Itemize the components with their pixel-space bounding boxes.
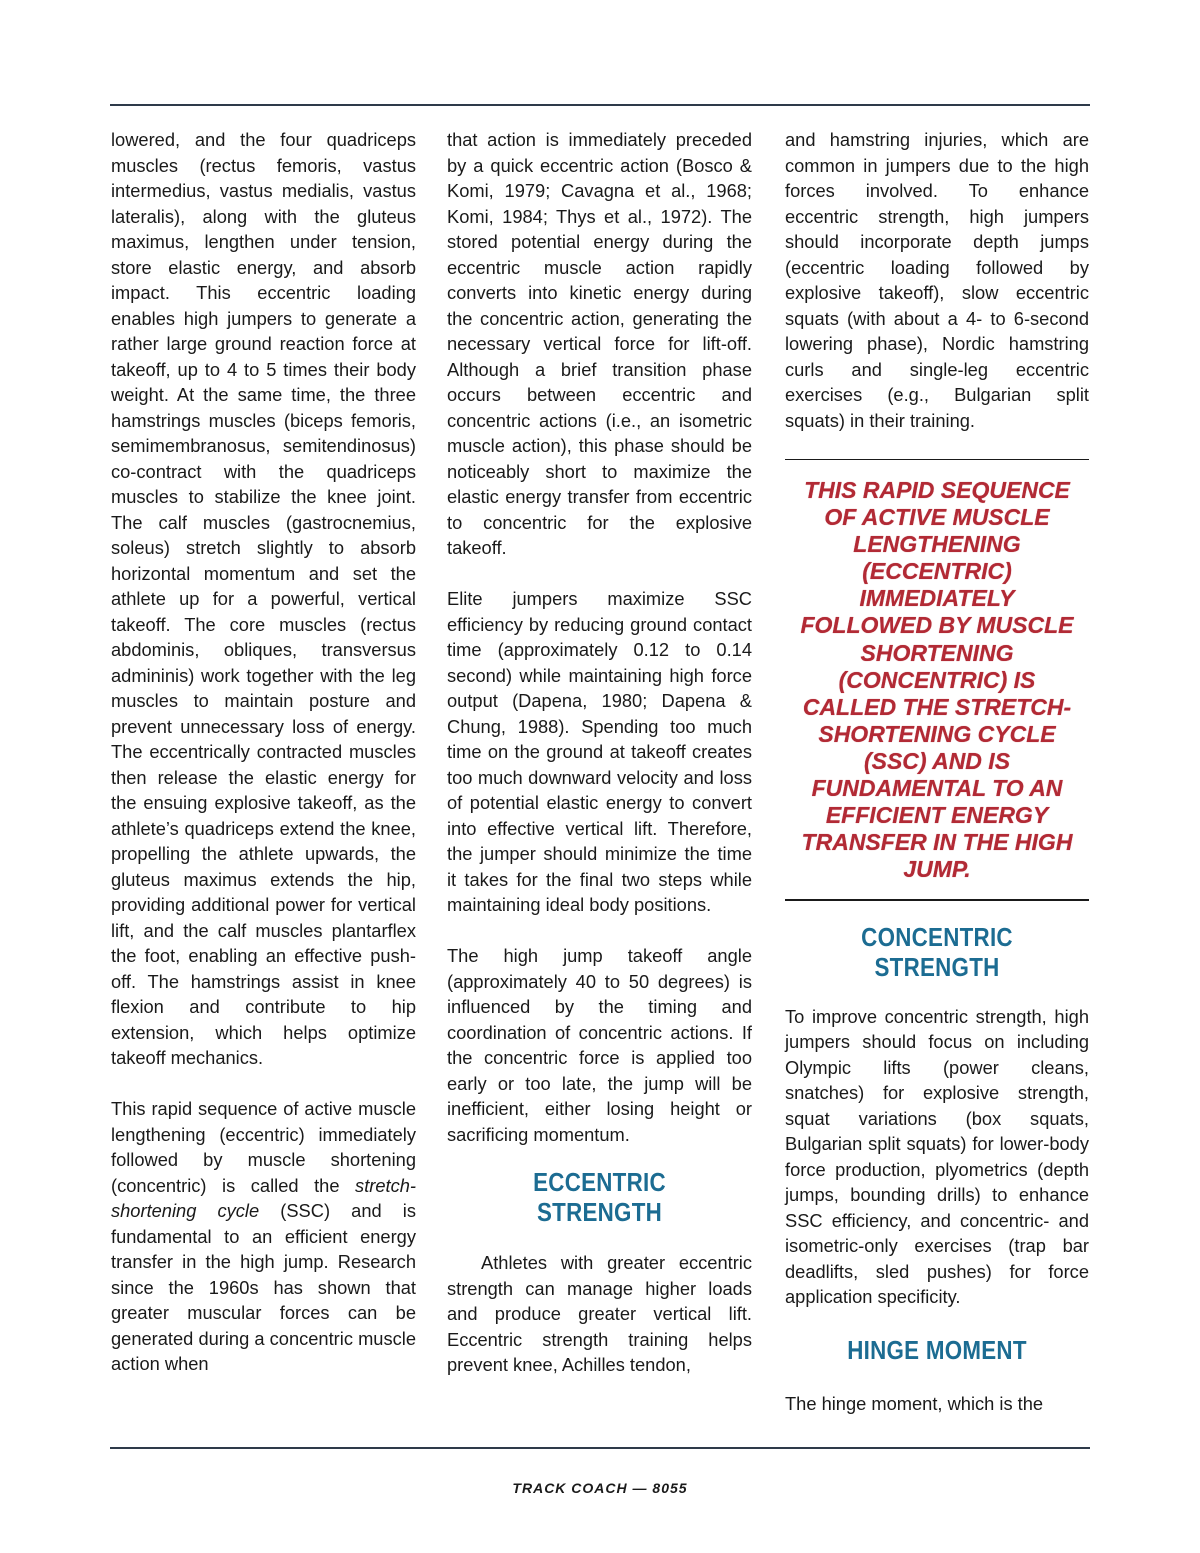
body-paragraph: and hamstring injuries, which are common in jumpers due to the high forces involved. To enhance eccentric strength, high jumpers should incorporate depth jumps (eccentric loading followed by explosive takeoff), slow eccentric squats (with about a 4- to 6-second lowering phase), Nordic hamstring curls and single-leg eccentric exercises (e.g., Bulgarian split squats) in their training. (785, 129, 1089, 431)
top-rule (110, 104, 1090, 106)
column-3 (785, 127, 1089, 1417)
body-paragraph: that action is immediately preceded by a quick eccentric action (Bosco & Komi, 1979; Cavagna et al., 1968; Komi, 1984; Thys et al., 1972). The stored potential energy during the eccentric muscle action rapidly converts into kinetic energy during the concentric action, generating the necessary vertical force for lift-off. Although a brief transition phase occurs between eccentric and concentric actions (i.e., an isometric muscle action), this phase should be noticeably short to maximize the elastic energy transfer from eccentric to concentric for the explosive takeoff. (447, 129, 752, 558)
column-1 (111, 127, 416, 1377)
italic-term: stretch-shortening cycle (111, 1174, 416, 1221)
pullquote-top-rule (785, 459, 1089, 461)
pullquote-bottom-rule (785, 899, 1089, 901)
section-heading-concentric-strength: CONCENTRIC STRENGTH (861, 921, 1013, 982)
body-paragraph: To improve concentric strength, high jumpers should focus on including Olympic lifts (power cleans, snatches) for explosive strength, squat variations (box squats, Bulgarian split squats) for lower-body force production, plyometrics (depth jumps, bounding drills) to enhance SSC efficiency, and concentric- and isometric-only exercises (trap bar deadlifts, sled pushes) for force application specificity. (785, 1005, 1089, 1308)
pullquote: THIS RAPID SEQUENCE OF ACTIVE MUSCLE LENGTHENING (ECCENTRIC) IMMEDIATELY FOLLOWED BY MUSCLE SHORTENING (CONCENTRIC) IS CALLED THE STRETCH-SHORTENING CYCLE (SSC) AND IS FUNDAMENTAL TO AN EFFICIENT ENERGY TRANSFER IN THE HIGH JUMP. (800, 477, 1074, 883)
body-paragraph: The hinge moment, which is the (785, 1393, 1044, 1415)
body-paragraph: Elite jumpers maximize SSC efficiency by reducing ground contact time (approximately 0.12 to 0.14 second) while maintaining high force output (Dapena, 1980; Dapena & Chung, 1988). Spending too much time on the ground at takeoff creates too much downward velocity and loss of potential elastic energy to convert into effective vertical lift. Therefore, the jumper should minimize the time it takes for the final two steps while maintaining ideal body positions. (447, 588, 752, 915)
bottom-rule (110, 1447, 1090, 1449)
body-paragraph: lowered, and the four quadriceps muscles (rectus femoris, vastus intermedius, vastus medialis, vastus lateralis), along with the gluteus maximus, lengthen under tension, store elastic energy, and absorb impact. This eccentric loading enables high jumpers to generate a rather large ground reaction force at takeoff, up to 4 to 5 times their body weight. At the same time, the three hamstrings muscles (biceps femoris, semimembranosus, semitendinosus) co-contract with the quadriceps muscles to stabilize the knee joint. The calf muscles (gastrocnemius, soleus) stretch slightly to absorb horizontal momentum and set the athlete up for a powerful, vertical takeoff. The core muscles (rectus abdominis, obliques, transversus admininis) work together with the leg muscles to maintain posture and prevent unnecessary loss of energy. The eccentrically contracted muscles then release the elastic energy for the ensuing explosive takeoff, as the athlete’s quadriceps extend the knee, propelling the athlete upwards, the gluteus maximus extends the hip, providing additional power for vertical lift, and the calf muscles plantarflex the foot, enabling an effective push-off. The hamstrings assist in knee flexion and contribute to hip extension, which helps optimize takeoff mechanics. (111, 129, 416, 1068)
body-paragraph (111, 1096, 416, 1377)
page-footer: TRACK COACH — 8055 (512, 1480, 688, 1496)
body-paragraph: Athletes with greater eccentric strength can manage higher loads and produce greater vertical lift. Eccentric strength training helps prevent knee, Achilles tendon, (447, 1252, 752, 1375)
section-heading-hinge-moment: HINGE MOMENT (847, 1335, 1027, 1366)
text-run: (SSC) and is fundamental to an efficient energy transfer in the high jump. Research since the 1960s has shown that greater muscular forces can be generated during a concentric muscle action when (111, 1200, 416, 1374)
text-run: This rapid sequence of active muscle lengthening (eccentric) immediately followed by muscle shortening (concentric) is called the (111, 1098, 416, 1196)
column-2 (447, 127, 752, 1378)
section-heading-eccentric-strength: ECCENTRIC STRENGTH (533, 1167, 666, 1227)
body-paragraph: The high jump takeoff angle (approximately 40 to 50 degrees) is influenced by the timing and coordination of concentric actions. If the concentric force is applied too early or too late, the jump will be inefficient, either losing height or sacrificing momentum. (447, 945, 752, 1145)
